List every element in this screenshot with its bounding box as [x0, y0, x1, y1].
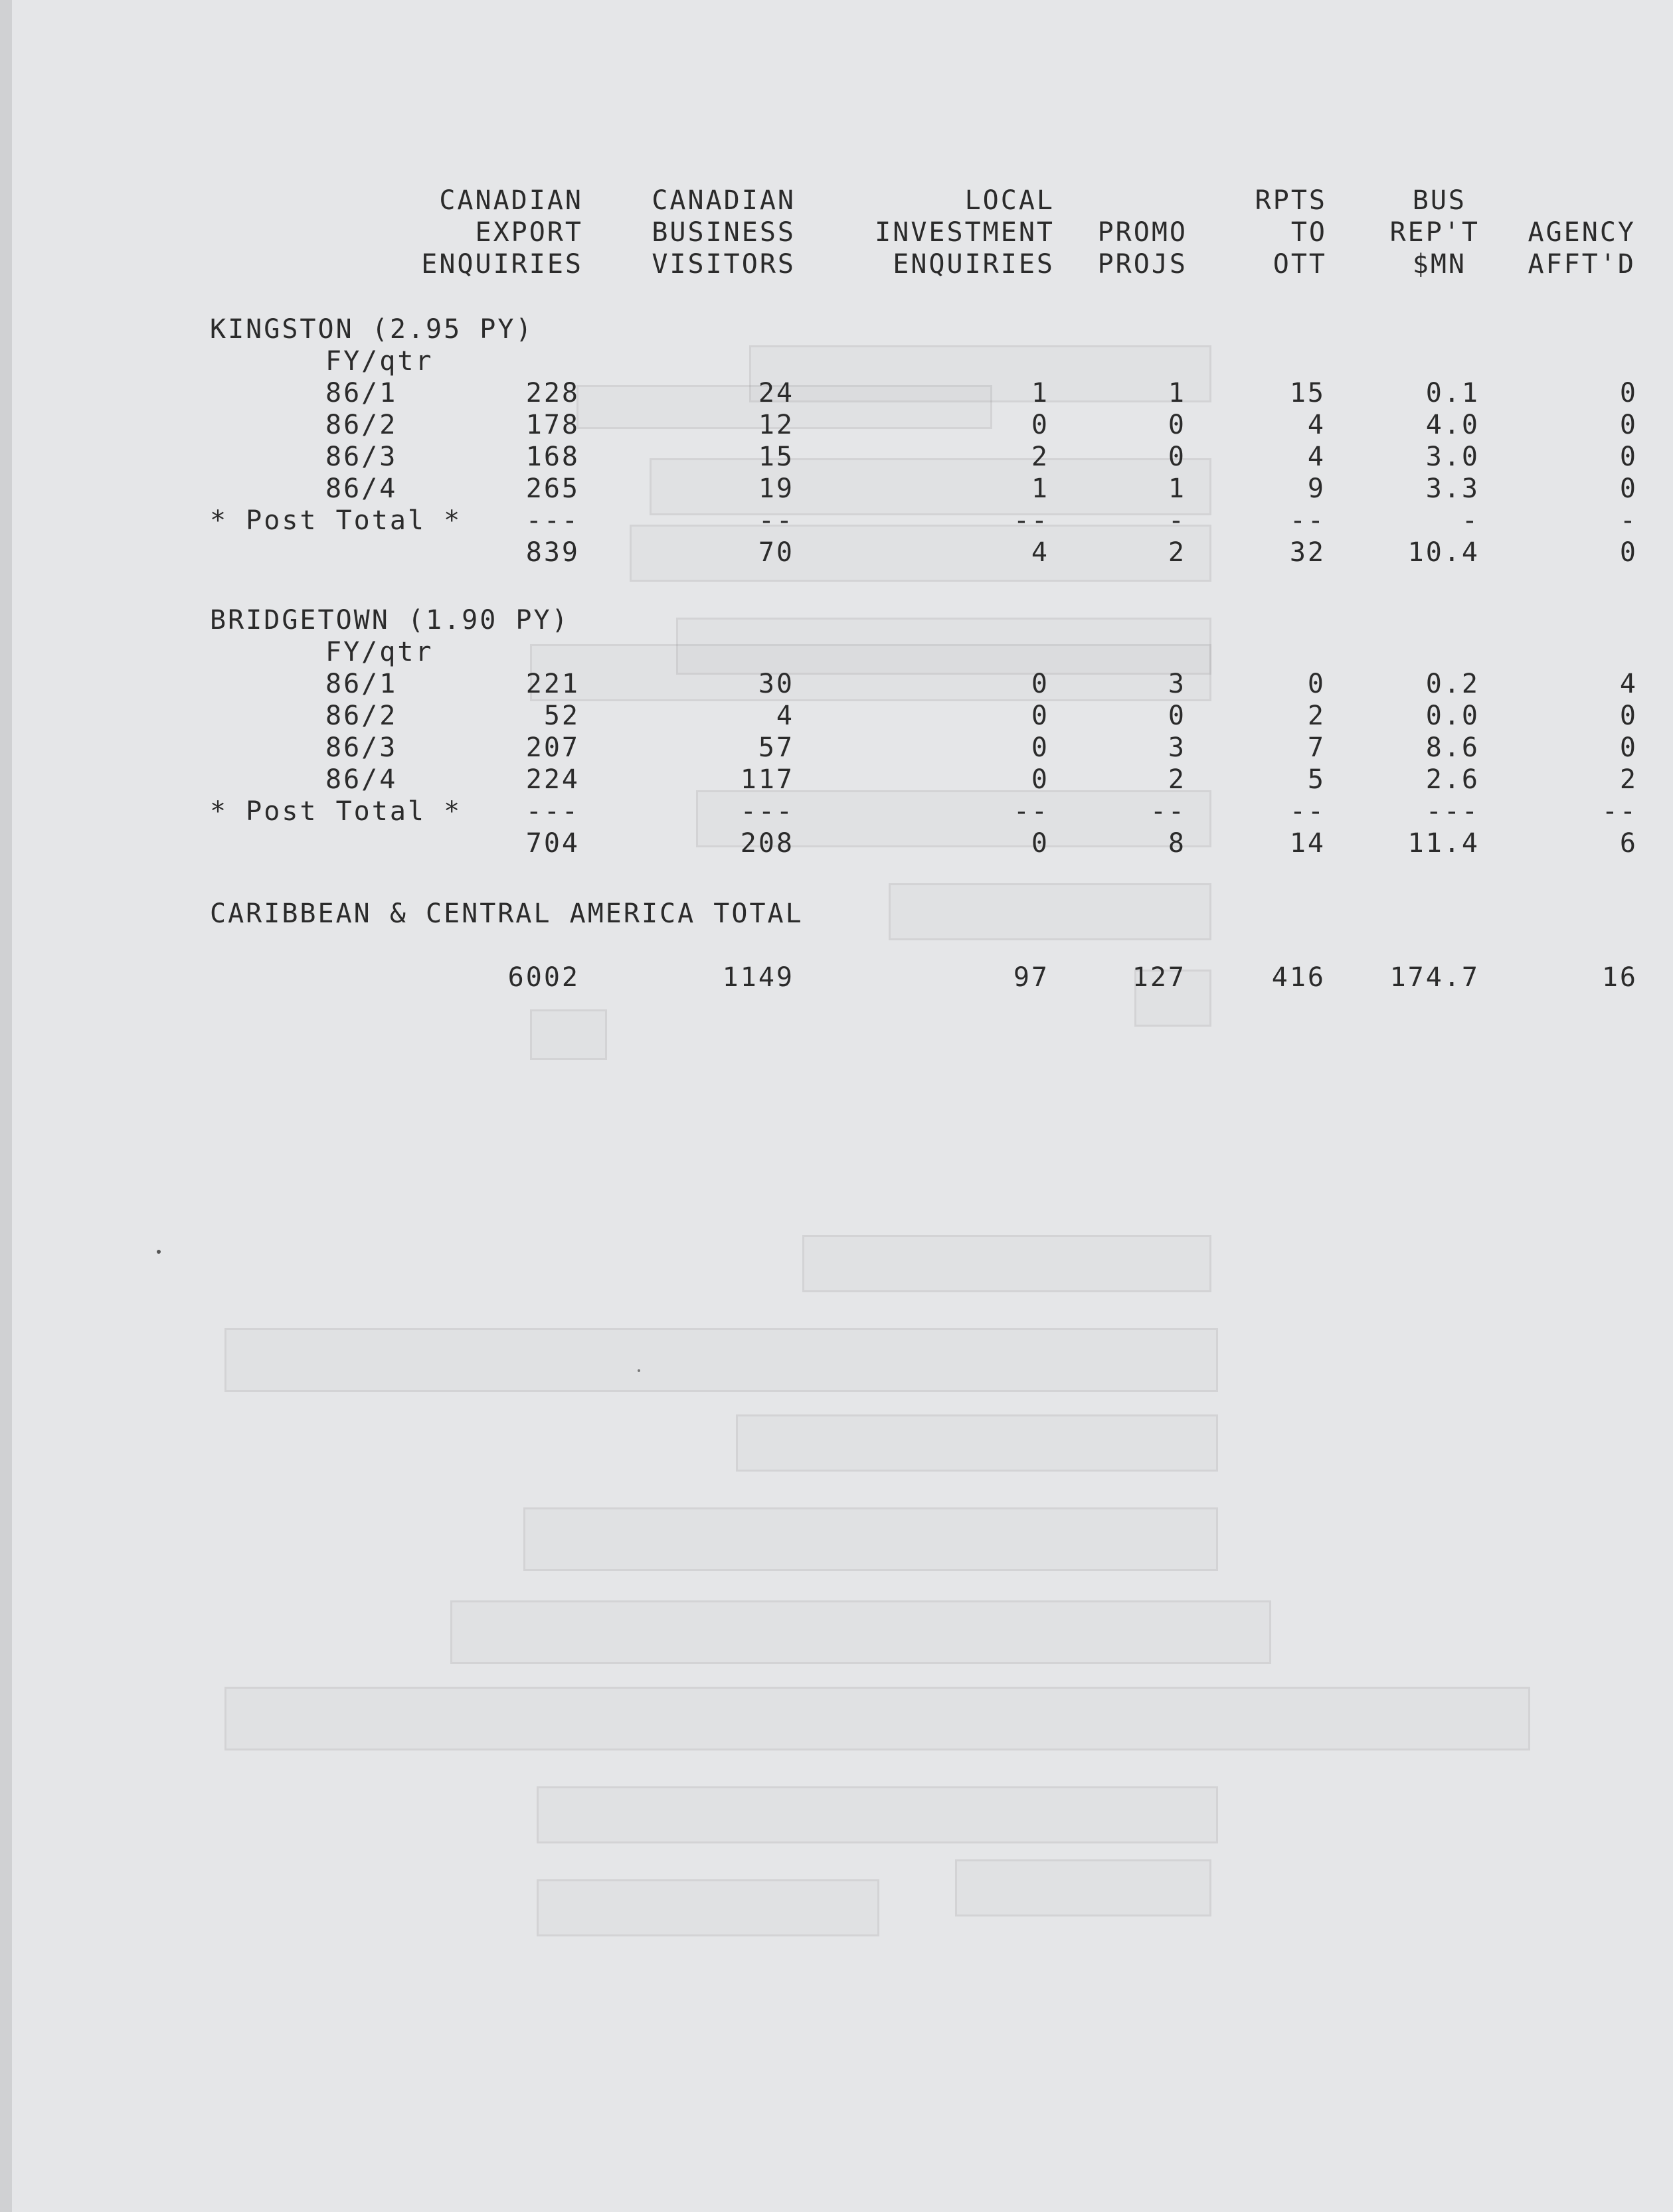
cell-business-visitors: 15	[758, 442, 794, 472]
cell-agency-afftd: 4	[1619, 669, 1638, 699]
quarter-label: 86/4	[325, 764, 398, 795]
header-promo-line3: PROJS	[1097, 249, 1188, 280]
cell-rpts-to-ott: 2	[1307, 701, 1326, 731]
cell-agency-afftd: 0	[1619, 410, 1638, 440]
header-agency-line3: AFFT'D	[1528, 249, 1636, 280]
dash-bus-rept-mn: -	[1461, 505, 1480, 536]
quarter-label: 86/1	[325, 378, 398, 408]
section-title: KINGSTON (2.95 PY)	[210, 314, 534, 345]
fy-qtr-label: FY/qtr	[325, 637, 434, 667]
header-bus-line3: $MN	[1412, 249, 1466, 280]
cell-agency-afftd: 0	[1619, 473, 1638, 504]
cell-promo-projs: 3	[1168, 669, 1186, 699]
grand-total-agency-afftd: 16	[1601, 962, 1638, 993]
dash-agency-afftd: -	[1619, 505, 1638, 536]
cell-rpts-to-ott: 0	[1307, 669, 1326, 699]
header-investment-line3: ENQUIRIES	[893, 249, 1055, 280]
grand-total-investment-enquiries: 97	[1013, 962, 1049, 993]
cell-bus-rept-mn: 0.2	[1425, 669, 1480, 699]
total-promo-projs: 8	[1168, 828, 1186, 859]
cell-promo-projs: 0	[1168, 410, 1186, 440]
speck	[157, 1250, 161, 1254]
total-rpts-to-ott: 32	[1289, 537, 1326, 568]
dash-bus-rept-mn: ---	[1425, 796, 1480, 827]
cell-agency-afftd: 0	[1619, 732, 1638, 763]
header-export-line3: ENQUIRIES	[421, 249, 583, 280]
cell-promo-projs: 1	[1168, 378, 1186, 408]
cell-investment-enquiries: 0	[1031, 764, 1049, 795]
dash-investment-enquiries: --	[1013, 796, 1049, 827]
total-investment-enquiries: 0	[1031, 828, 1049, 859]
total-rpts-to-ott: 14	[1289, 828, 1326, 859]
cell-export-enquiries: 178	[525, 410, 580, 440]
cell-promo-projs: 0	[1168, 442, 1186, 472]
quarter-label: 86/3	[325, 732, 398, 763]
cell-agency-afftd: 0	[1619, 442, 1638, 472]
header-agency-line2: AGENCY	[1528, 217, 1636, 248]
cell-business-visitors: 12	[758, 410, 794, 440]
total-promo-projs: 2	[1168, 537, 1186, 568]
dash-agency-afftd: --	[1601, 796, 1638, 827]
cell-investment-enquiries: 0	[1031, 669, 1049, 699]
cell-promo-projs: 1	[1168, 473, 1186, 504]
quarter-label: 86/3	[325, 442, 398, 472]
grand-total-label: CARIBBEAN & CENTRAL AMERICA TOTAL	[210, 898, 804, 929]
quarter-label: 86/2	[325, 410, 398, 440]
post-total-label: * Post Total *	[210, 505, 462, 536]
total-agency-afftd: 6	[1619, 828, 1638, 859]
total-export-enquiries: 704	[525, 828, 580, 859]
dash-promo-projs: -	[1168, 505, 1186, 536]
cell-investment-enquiries: 2	[1031, 442, 1049, 472]
header-rpts-line2: TO	[1290, 217, 1327, 248]
dash-export-enquiries: ---	[525, 505, 580, 536]
cell-bus-rept-mn: 0.0	[1425, 701, 1480, 731]
header-rpts-line3: OTT	[1273, 249, 1327, 280]
grand-total-rpts-to-ott: 416	[1271, 962, 1326, 993]
cell-investment-enquiries: 1	[1031, 473, 1049, 504]
header-rpts-line1: RPTS	[1255, 185, 1327, 216]
total-business-visitors: 208	[740, 828, 794, 859]
cell-business-visitors: 30	[758, 669, 794, 699]
cell-business-visitors: 4	[776, 701, 794, 731]
quarter-label: 86/4	[325, 473, 398, 504]
section-title: BRIDGETOWN (1.90 PY)	[210, 605, 570, 636]
cell-rpts-to-ott: 5	[1307, 764, 1326, 795]
cell-promo-projs: 3	[1168, 732, 1186, 763]
grand-total-export-enquiries: 6002	[507, 962, 580, 993]
cell-rpts-to-ott: 4	[1307, 410, 1326, 440]
cell-business-visitors: 19	[758, 473, 794, 504]
cell-rpts-to-ott: 15	[1289, 378, 1326, 408]
dash-investment-enquiries: --	[1013, 505, 1049, 536]
header-promo-line2: PROMO	[1097, 217, 1188, 248]
total-investment-enquiries: 4	[1031, 537, 1049, 568]
speck	[638, 1369, 640, 1372]
total-business-visitors: 70	[758, 537, 794, 568]
cell-export-enquiries: 221	[525, 669, 580, 699]
cell-promo-projs: 2	[1168, 764, 1186, 795]
dash-promo-projs: --	[1150, 796, 1186, 827]
cell-export-enquiries: 207	[525, 732, 580, 763]
total-agency-afftd: 0	[1619, 537, 1638, 568]
cell-agency-afftd: 2	[1619, 764, 1638, 795]
quarter-label: 86/1	[325, 669, 398, 699]
header-bus-line1: BUS	[1412, 185, 1466, 216]
cell-business-visitors: 117	[740, 764, 794, 795]
grand-total-bus-rept-mn: 174.7	[1389, 962, 1480, 993]
cell-export-enquiries: 224	[525, 764, 580, 795]
header-visitors-line1: CANADIAN	[652, 185, 796, 216]
dash-business-visitors: --	[758, 505, 794, 536]
cell-business-visitors: 57	[758, 732, 794, 763]
grand-total-business-visitors: 1149	[722, 962, 794, 993]
dash-export-enquiries: ---	[525, 796, 580, 827]
header-visitors-line2: BUSINESS	[652, 217, 796, 248]
cell-bus-rept-mn: 8.6	[1425, 732, 1480, 763]
dash-business-visitors: ---	[740, 796, 794, 827]
cell-bus-rept-mn: 2.6	[1425, 764, 1480, 795]
cell-agency-afftd: 0	[1619, 701, 1638, 731]
total-export-enquiries: 839	[525, 537, 580, 568]
fy-qtr-label: FY/qtr	[325, 346, 434, 377]
post-total-label: * Post Total *	[210, 796, 462, 827]
header-investment-line1: LOCAL	[964, 185, 1055, 216]
cell-investment-enquiries: 0	[1031, 410, 1049, 440]
cell-rpts-to-ott: 9	[1307, 473, 1326, 504]
header-bus-line2: REP'T	[1389, 217, 1480, 248]
total-bus-rept-mn: 10.4	[1407, 537, 1480, 568]
cell-export-enquiries: 265	[525, 473, 580, 504]
cell-rpts-to-ott: 4	[1307, 442, 1326, 472]
header-visitors-line3: VISITORS	[652, 249, 796, 280]
cell-investment-enquiries: 0	[1031, 701, 1049, 731]
grand-total-promo-projs: 127	[1132, 962, 1186, 993]
dash-rpts-to-ott: --	[1289, 505, 1326, 536]
cell-business-visitors: 24	[758, 378, 794, 408]
cell-export-enquiries: 168	[525, 442, 580, 472]
header-investment-line2: INVESTMENT	[875, 217, 1055, 248]
cell-export-enquiries: 228	[525, 378, 580, 408]
cell-investment-enquiries: 1	[1031, 378, 1049, 408]
cell-investment-enquiries: 0	[1031, 732, 1049, 763]
header-export-line1: CANADIAN	[439, 185, 583, 216]
header-export-line2: EXPORT	[475, 217, 583, 248]
total-bus-rept-mn: 11.4	[1407, 828, 1480, 859]
cell-bus-rept-mn: 3.0	[1425, 442, 1480, 472]
cell-promo-projs: 0	[1168, 701, 1186, 731]
cell-bus-rept-mn: 3.3	[1425, 473, 1480, 504]
cell-bus-rept-mn: 0.1	[1425, 378, 1480, 408]
cell-bus-rept-mn: 4.0	[1425, 410, 1480, 440]
cell-agency-afftd: 0	[1619, 378, 1638, 408]
cell-export-enquiries: 52	[543, 701, 580, 731]
cell-rpts-to-ott: 7	[1307, 732, 1326, 763]
dash-rpts-to-ott: --	[1289, 796, 1326, 827]
quarter-label: 86/2	[325, 701, 398, 731]
